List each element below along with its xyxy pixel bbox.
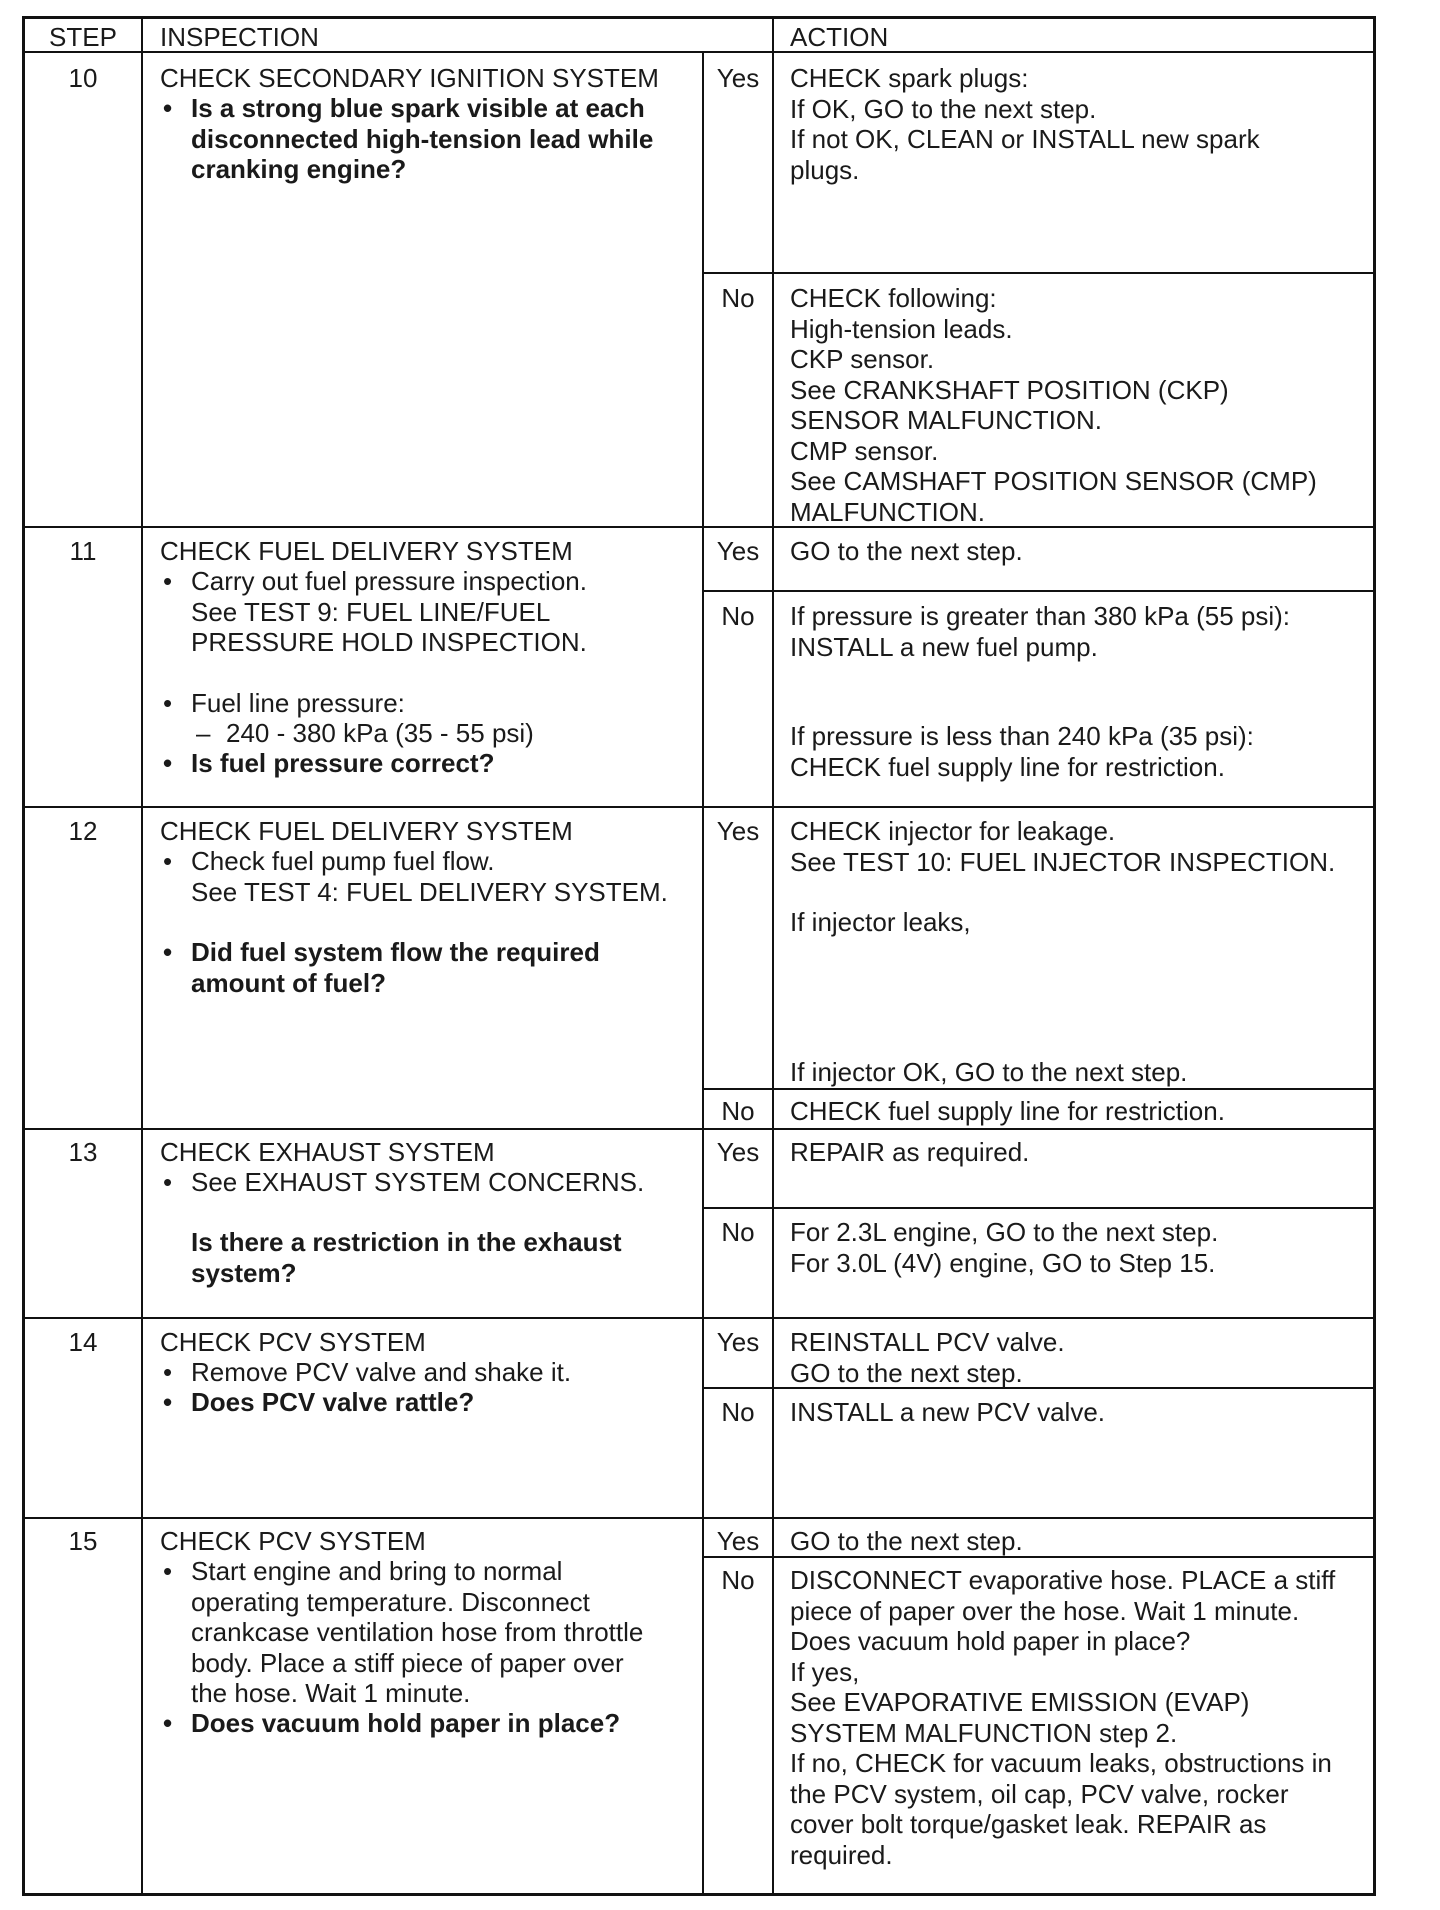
inspection-question: Is there a restriction in the exhaust system? — [191, 1227, 622, 1288]
no-action: INSTALL a new PCV valve. — [790, 1397, 1106, 1427]
bullet-icon: • — [163, 937, 173, 967]
header-step: STEP — [49, 22, 117, 52]
no-action: For 2.3L engine, GO to the next step. For 3.0L (4V) engine, GO to Step 15. — [790, 1217, 1219, 1278]
inspection-title: CHECK PCV SYSTEM — [160, 1327, 426, 1357]
yesno-divider-13 — [702, 1207, 1376, 1209]
no-label: No — [721, 1217, 755, 1247]
no-action: CHECK following: High-tension leads. CKP sensor. See CRANKSHAFT POSITION (CKP) SENSOR MALFUNCTION. CMP sensor. See CAMSHAFT POSITION SENSOR (CMP) MALFUNCTION. — [790, 283, 1317, 527]
inspection-step: Carry out fuel pressure inspection. See TEST 9: FUEL LINE/FUEL PRESSURE HOLD INSPECTION. — [191, 566, 587, 657]
row-divider-13 — [22, 1128, 1376, 1130]
no-action: CHECK fuel supply line for restriction. — [790, 1096, 1225, 1126]
dash-icon: – — [196, 718, 211, 748]
yes-label: Yes — [716, 1526, 760, 1556]
inspection-step: Check fuel pump fuel flow. See TEST 4: FUEL DELIVERY SYSTEM. — [191, 846, 668, 907]
step-number: 11 — [69, 536, 97, 566]
no-label: No — [721, 601, 755, 631]
bullet-icon: • — [163, 748, 173, 778]
inspection-title: CHECK SECONDARY IGNITION SYSTEM — [160, 63, 659, 93]
step-number: 10 — [68, 63, 98, 93]
bullet-icon: • — [163, 688, 173, 718]
col-divider-answer — [702, 52, 704, 1896]
specification-value: 240 - 380 kPa (35 - 55 psi) — [226, 718, 534, 748]
row-divider-14 — [22, 1317, 1376, 1319]
col-divider-action — [772, 16, 774, 1896]
no-label: No — [721, 1565, 755, 1595]
inspection-title: CHECK FUEL DELIVERY SYSTEM — [160, 536, 573, 566]
no-label: No — [721, 283, 755, 313]
bullet-icon: • — [163, 1556, 173, 1586]
yesno-divider-11 — [702, 590, 1376, 592]
inspection-question: Is fuel pressure correct? — [191, 748, 495, 778]
bullet-icon: • — [163, 1387, 173, 1417]
no-label: No — [721, 1096, 755, 1126]
inspection-title: CHECK FUEL DELIVERY SYSTEM — [160, 816, 573, 846]
header-inspection: INSPECTION — [160, 22, 319, 52]
row-divider-15 — [22, 1517, 1376, 1519]
yesno-divider-12 — [702, 1088, 1376, 1090]
inspection-question: Did fuel system flow the required amount of fuel? — [191, 937, 600, 998]
no-action: If pressure is greater than 380 kPa (55 psi): INSTALL a new fuel pump. — [790, 601, 1291, 662]
inspection-question: Is a strong blue spark visible at each disconnected high-tension lead while cranking engine? — [191, 93, 654, 184]
col-divider-step — [141, 16, 143, 1896]
bullet-icon: • — [163, 1708, 173, 1738]
yes-action: GO to the next step. — [790, 1526, 1023, 1556]
inspection-step: Remove PCV valve and shake it. — [191, 1357, 572, 1387]
yesno-divider-10 — [702, 272, 1376, 274]
row-divider-12 — [22, 806, 1376, 808]
step-number: 15 — [68, 1526, 98, 1556]
step-number: 14 — [68, 1327, 98, 1357]
bullet-icon: • — [163, 566, 173, 596]
yes-action: GO to the next step. — [790, 536, 1023, 566]
yes-action: REINSTALL PCV valve. GO to the next step. — [790, 1327, 1065, 1388]
yes-action: REPAIR as required. — [790, 1137, 1030, 1167]
yes-action: CHECK injector for leakage. See TEST 10: FUEL INJECTOR INSPECTION. — [790, 816, 1336, 877]
inspection-step: Fuel line pressure: — [191, 688, 405, 718]
yes-label: Yes — [716, 816, 760, 846]
inspection-title: CHECK EXHAUST SYSTEM — [160, 1137, 495, 1167]
yes-label: Yes — [716, 63, 760, 93]
yes-action: CHECK spark plugs: If OK, GO to the next step. If not OK, CLEAN or INSTALL new spark plugs. — [790, 63, 1260, 185]
inspection-title: CHECK PCV SYSTEM — [160, 1526, 426, 1556]
yes-action: If injector leaks, — [790, 907, 971, 937]
bullet-icon: • — [163, 1167, 173, 1197]
bullet-icon: • — [163, 1357, 173, 1387]
no-action: If pressure is less than 240 kPa (35 psi): CHECK fuel supply line for restriction. — [790, 721, 1254, 782]
no-label: No — [721, 1397, 755, 1427]
inspection-step: Start engine and bring to normal operating temperature. Disconnect crankcase ventilation hose from throttle body. Place a stiff piece of paper over the hose. Wait 1 minute. — [191, 1556, 644, 1708]
inspection-step: See EXHAUST SYSTEM CONCERNS. — [191, 1167, 645, 1197]
step-number: 12 — [68, 816, 98, 846]
inspection-question: Does PCV valve rattle? — [191, 1387, 475, 1417]
header-action: ACTION — [790, 22, 889, 52]
inspection-question: Does vacuum hold paper in place? — [191, 1708, 621, 1738]
bullet-icon: • — [163, 93, 173, 123]
bullet-icon: • — [163, 846, 173, 876]
yes-label: Yes — [716, 1327, 760, 1357]
yes-label: Yes — [716, 536, 760, 566]
yes-label: Yes — [716, 1137, 760, 1167]
no-action: DISCONNECT evaporative hose. PLACE a stiff piece of paper over the hose. Wait 1 minute. Does vacuum hold paper in place? If yes, See EVAPORATIVE EMISSION (EVAP) SYSTEM MALFUNCTION step 2. If no, CHECK for vacuum leaks, obstructions in the PCV system, oil cap, PCV valve, rocker cover bolt torque/gasket leak. REPAIR as required. — [790, 1565, 1336, 1870]
yes-action: If injector OK, GO to the next step. — [790, 1057, 1188, 1087]
step-number: 13 — [68, 1137, 98, 1167]
